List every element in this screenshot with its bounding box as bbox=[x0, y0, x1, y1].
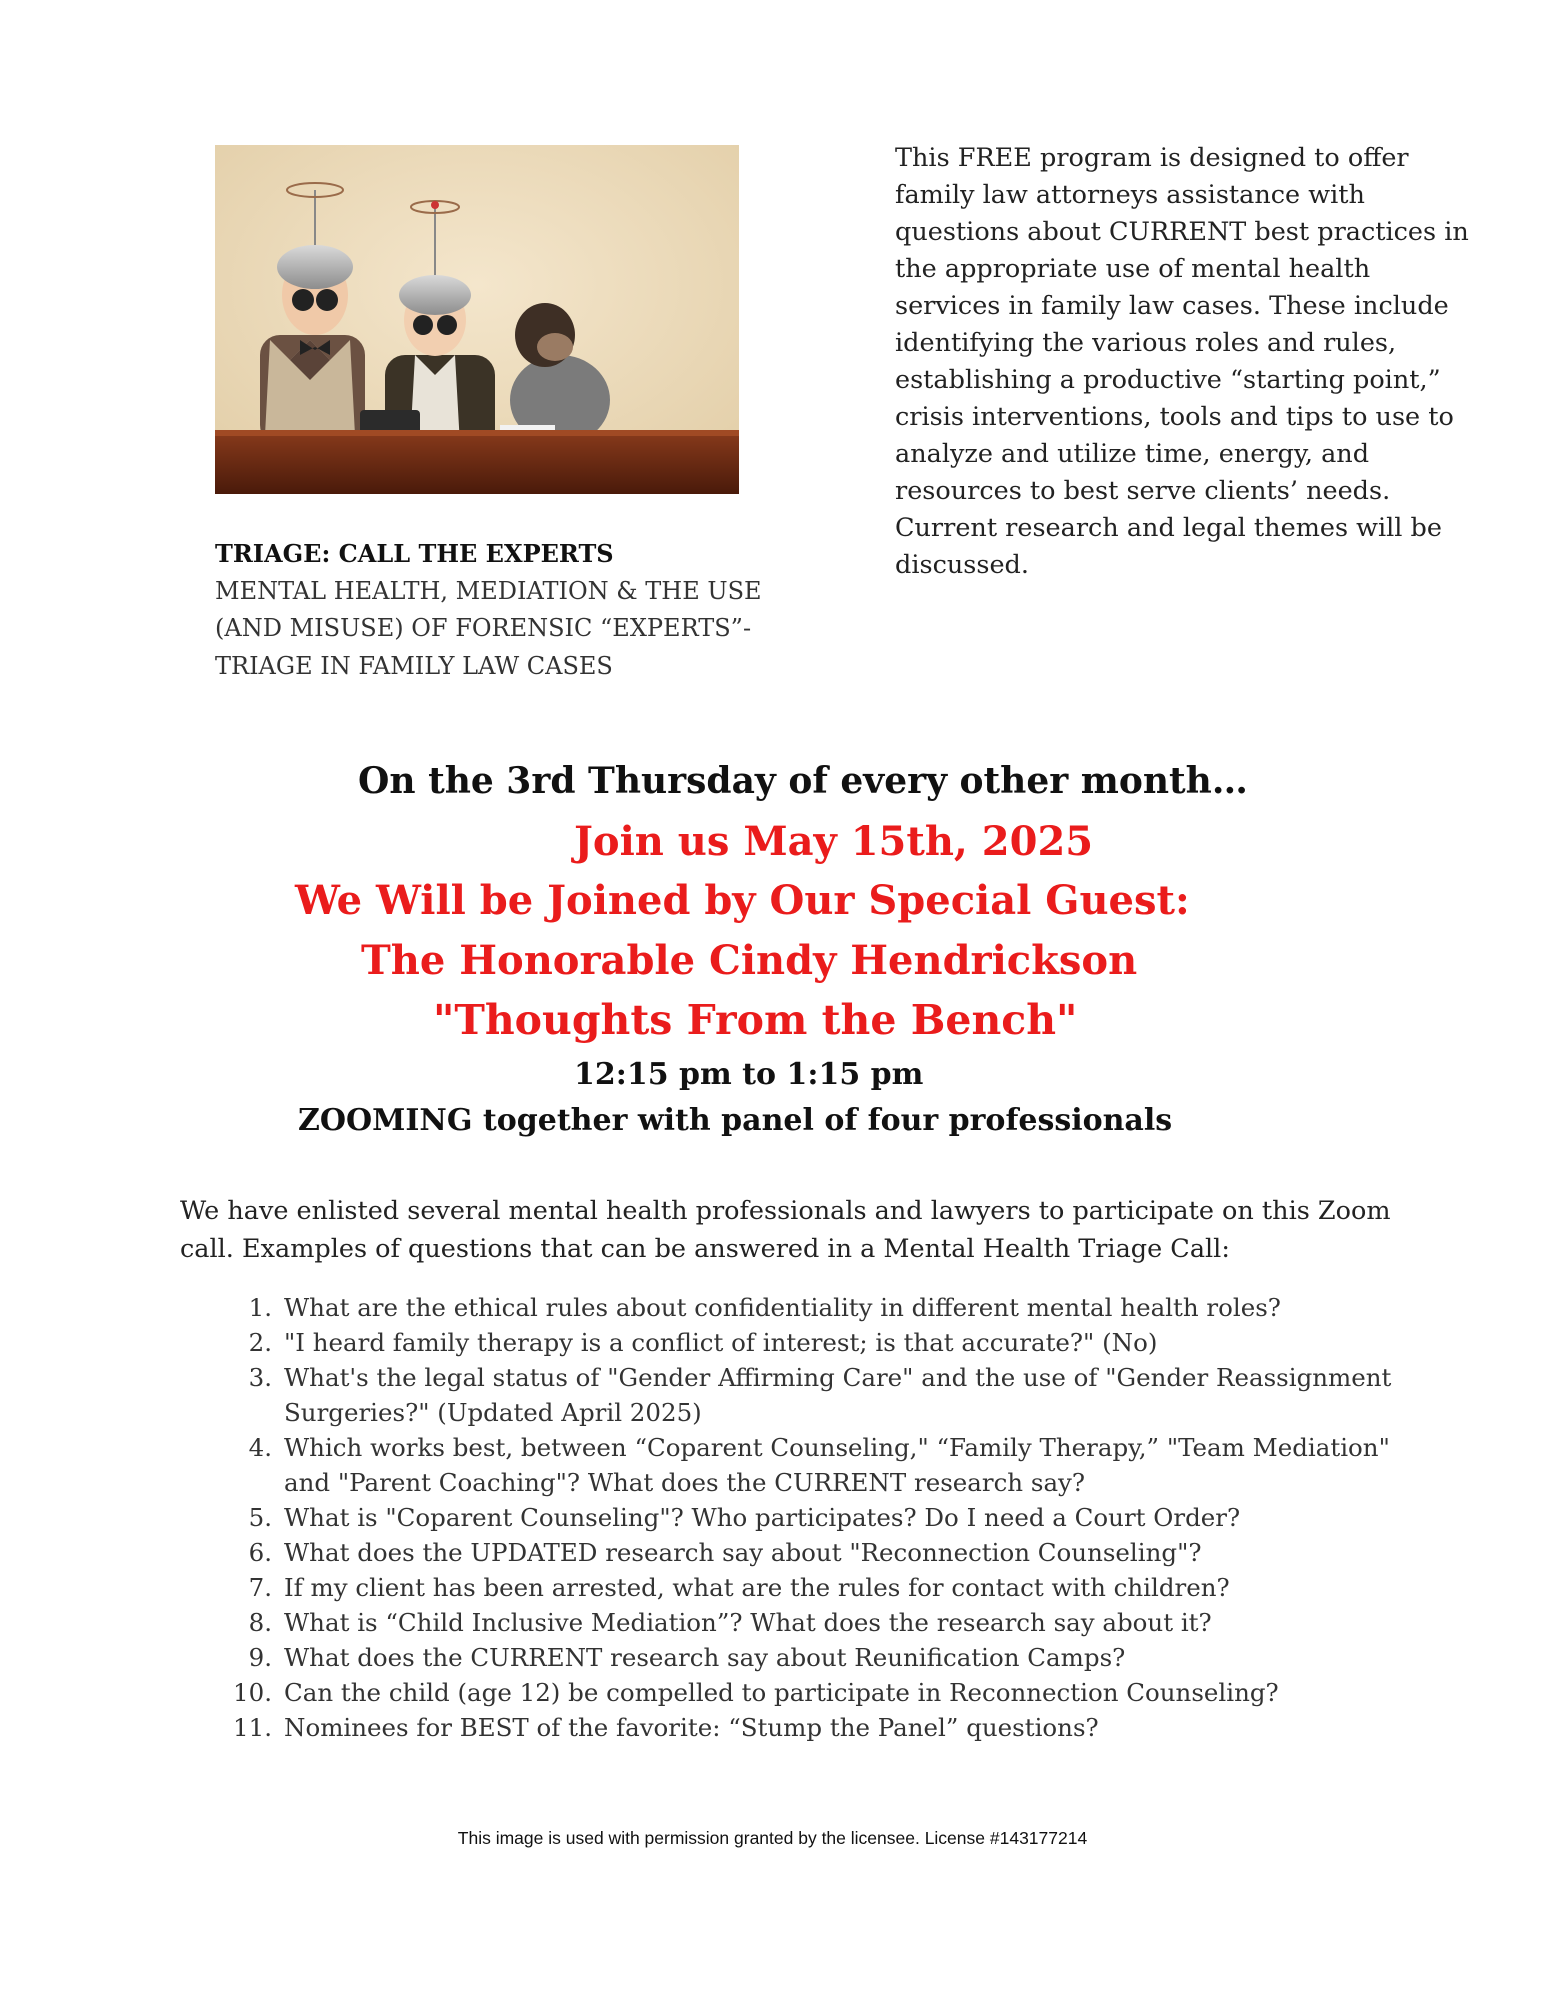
talk-title: "Thoughts From the Bench" bbox=[433, 996, 1078, 1044]
list-item: 4. Which works best, between “Coparent Counseling," “Family Therapy,” "Team Mediation" and "Parent Coaching"? What does the CURRENT research say? bbox=[248, 1433, 1390, 1497]
format-line: ZOOMING together with panel of four professionals bbox=[298, 1103, 1173, 1138]
triage-block bbox=[215, 535, 775, 685]
triage-subtitle: MENTAL HEALTH, MEDIATION & THE USE (AND MISUSE) OF FORENSIC “EXPERTS”- TRIAGE IN FAMILY LAW CASES bbox=[215, 576, 762, 680]
list-item: 7. If my client has been arrested, what are the rules for contact with children? bbox=[248, 1573, 1230, 1602]
enlist-paragraph: We have enlisted several mental health professionals and lawyers to participate on this Zoom call. Examples of questions that can be answered in a Mental Health Triage Call: bbox=[180, 1196, 1391, 1264]
time-line: 12:15 pm to 1:15 pm bbox=[574, 1057, 924, 1092]
list-item: 10. Can the child (age 12) be compelled to participate in Reconnection Counseling? bbox=[233, 1678, 1279, 1707]
date-line: Join us May 15th, 2025 bbox=[574, 818, 1094, 865]
triage-heading: TRIAGE: CALL THE EXPERTS bbox=[215, 539, 614, 568]
license-credit: This image is used with permission granted by the licensee. License #143177214 bbox=[457, 1828, 1088, 1848]
questions-list bbox=[180, 1290, 1410, 1745]
program-description: This FREE program is designed to offer family law attorneys assistance with questions about CURRENT best practices in the appropriate use of mental health services in family law cases. These include identifying the various roles and rules, establishing a productive “starting point,” crisis interventions, tools and tips to use to analyze and utilize time, energy, and resources to best serve clients’ needs. Current research and legal themes will be discussed. bbox=[895, 143, 1469, 580]
list-item: 8. What is “Child Inclusive Mediation”? What does the research say about it? bbox=[248, 1608, 1212, 1637]
list-item: 3. What's the legal status of "Gender Affirming Care" and the use of "Gender Reassignment Surgeries?" (Updated April 2025) bbox=[248, 1363, 1392, 1427]
list-item: 2. "I heard family therapy is a conflict of interest; is that accurate?" (No) bbox=[248, 1328, 1158, 1357]
list-item: 5. What is "Coparent Counseling"? Who participates? Do I need a Court Order? bbox=[248, 1503, 1241, 1532]
list-item: 1. What are the ethical rules about confidentiality in different mental health roles? bbox=[248, 1293, 1281, 1322]
flyer-photo bbox=[215, 145, 739, 494]
schedule-line: On the 3rd Thursday of every other month… bbox=[358, 760, 1248, 802]
guest-line: We Will be Joined by Our Special Guest: bbox=[295, 877, 1190, 924]
guest-name: The Honorable Cindy Hendrickson bbox=[361, 937, 1138, 984]
list-item: 6. What does the UPDATED research say about "Reconnection Counseling"? bbox=[248, 1538, 1202, 1567]
list-item: 11. Nominees for BEST of the favorite: “Stump the Panel” questions? bbox=[233, 1713, 1099, 1742]
list-item: 9. What does the CURRENT research say about Reunification Camps? bbox=[248, 1643, 1126, 1672]
